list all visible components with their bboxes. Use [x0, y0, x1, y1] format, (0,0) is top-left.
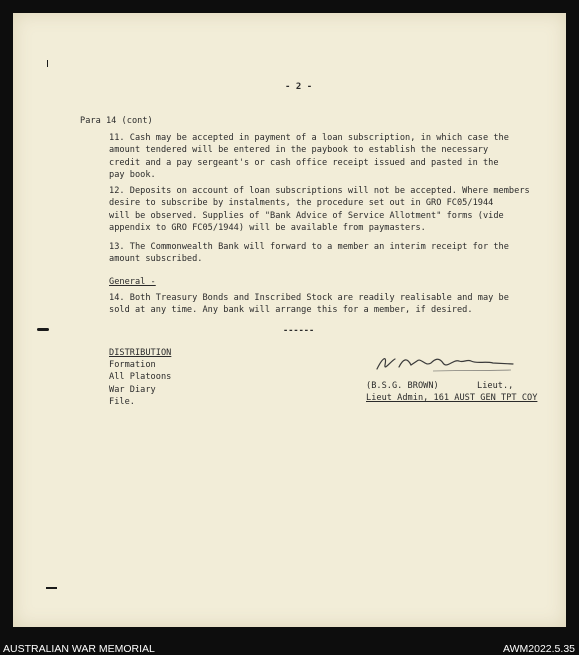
archive-name: AUSTRALIAN WAR MEMORIAL — [3, 643, 155, 655]
paragraph-line: pay book. — [109, 169, 156, 180]
paragraph-11 — [109, 132, 509, 181]
distribution-item: War Diary — [109, 384, 156, 395]
distribution-list — [109, 359, 171, 408]
paragraph-13 — [109, 241, 509, 266]
distribution-item: File. — [109, 396, 135, 407]
archive-footer — [0, 627, 579, 653]
signatory-rank: Lieut., — [477, 381, 514, 391]
paragraph-line: 12. Deposits on account of loan subscriptions will not be accepted. Where members — [109, 186, 530, 196]
paragraph-12 — [109, 185, 530, 234]
paragraph-line: amount subscribed. — [109, 254, 203, 265]
document-page — [13, 13, 566, 627]
paragraph-line: 13. The Commonwealth Bank will forward to a member an interim receipt for the — [109, 242, 509, 252]
signatory-unit: Lieut Admin, 161 AUST GEN TPT COY — [366, 393, 538, 403]
general-heading: General - — [109, 277, 156, 287]
paragraph-line: credit and a pay sergeant's or cash office receipt issued and pasted in the — [109, 157, 499, 168]
punch-hole-mark — [46, 587, 57, 589]
page-number: - 2 - — [285, 82, 313, 92]
distribution-title: DISTRIBUTION — [109, 348, 172, 358]
paragraph-14 — [109, 292, 509, 317]
punch-hole-mark — [37, 328, 49, 331]
separator: ------ — [283, 326, 315, 336]
paragraph-line: 11. Cash may be accepted in payment of a loan subscription, in which case the — [109, 133, 509, 143]
paragraph-line: amount tendered will be entered in the paybook to establish the necessary — [109, 145, 489, 156]
paragraph-line: 14. Both Treasury Bonds and Inscribed Stock are readily realisable and may be — [109, 293, 509, 303]
distribution-item: Formation — [109, 360, 156, 370]
signatory-name: (B.S.G. BROWN) — [366, 381, 439, 391]
paragraph-line: desire to subscribe by instalments, the procedure set out in GRO FC05/1944 — [109, 198, 494, 209]
distribution-item: All Platoons — [109, 372, 172, 383]
paragraph-line: sold at any time. Any bank will arrange this for a member, if desired. — [109, 305, 473, 316]
margin-mark — [47, 60, 48, 67]
paragraph-line: will be observed. Supplies of "Bank Advice of Service Allotment" forms (vide — [109, 210, 504, 221]
handwritten-signature — [373, 351, 518, 377]
catalogue-number: AWM2022.5.35 — [503, 643, 575, 655]
para-heading: Para 14 (cont) — [80, 116, 153, 126]
paragraph-line: appendix to GRO FC05/1944) will be available from paymasters. — [109, 222, 426, 233]
